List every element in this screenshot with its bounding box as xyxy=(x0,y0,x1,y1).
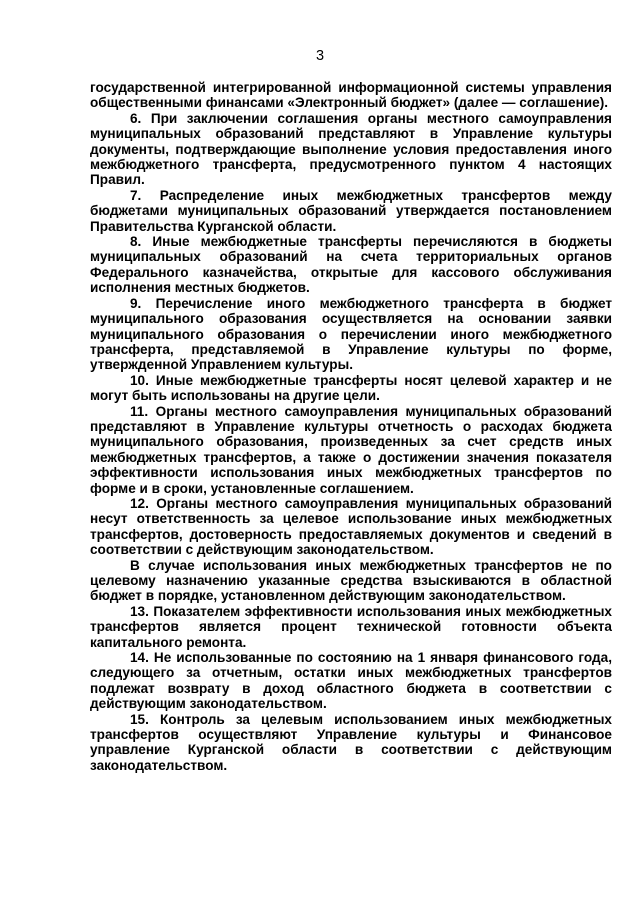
paragraph-continuation: государственной интегрированной информационной системы управления общественными финансами «Электронный бюджет» (далее — соглашение). xyxy=(90,80,612,111)
paragraph-item-15: 15. Контроль за целевым использованием иных межбюджетных трансфертов осуществляют Управление культуры и Финансовое управление Курганской области в соответствии с действующим законодательством. xyxy=(90,711,612,773)
paragraph-item-8: 8. Иные межбюджетные трансферты перечисляются в бюджеты муниципальных образований на счета территориальных органов Федерального казначейства, открытые для кассового обслуживания исполнения местных бюджетов. xyxy=(90,234,612,296)
paragraph-item-10: 10. Иные межбюджетные трансферты носят целевой характер и не могут быть использованы на другие цели. xyxy=(90,372,612,404)
page-number: 3 xyxy=(315,48,325,64)
paragraph-item-7: 7. Распределение иных межбюджетных трансфертов между бюджетами муниципальных образований утверждается постановлением Правительства Курганской области. xyxy=(90,187,612,234)
paragraph-item-13: 13. Показателем эффективности использования иных межбюджетных трансфертов является процент технической готовности объекта капитального ремонта. xyxy=(90,603,612,650)
document-body xyxy=(90,80,612,773)
paragraph-item-9: 9. Перечисление иного межбюджетного трансферта в бюджет муниципального образования осуществляется на основании заявки муниципального образования о перечислении иного межбюджетного трансферта, представляемой в Управление культуры по форме, утвержденной Управлением культуры. xyxy=(90,295,612,373)
paragraph-item-11: 11. Органы местного самоуправления муниципальных образований представляют в Управление культуры отчетность о расходах бюджета муниципального образования, произведенных за счет средств иных межбюджетных трансфертов, а также о достижении значения показателя эффективности использования иных межбюджетных трансфертов по форме и в сроки, установленные соглашением. xyxy=(90,403,612,496)
paragraph-misuse-clause: В случае использования иных межбюджетных трансфертов не по целевому назначению указанные средства взыскиваются в областной бюджет в порядке, установленном действующим законодательством. xyxy=(90,557,612,604)
paragraph-item-12: 12. Органы местного самоуправления муниципальных образований несут ответственность за целевое использование иных межбюджетных трансфертов, достоверность предоставляемых документов и сведений в соответствии с действующим законодательством. xyxy=(90,495,612,558)
paragraph-item-14: 14. Не использованные по состоянию на 1 января финансового года, следующего за отчетным, остатки иных межбюджетных трансфертов подлежат возврату в доход областного бюджета в соответствии с действующим законодательством. xyxy=(90,650,612,712)
paragraph-item-6: 6. При заключении соглашения органы местного самоуправления муниципальных образований представляют в Управление культуры документы, подтверждающие выполнение условия предоставления иного межбюджетного трансферта, предусмотренного пунктом 4 настоящих Правил. xyxy=(90,110,612,188)
